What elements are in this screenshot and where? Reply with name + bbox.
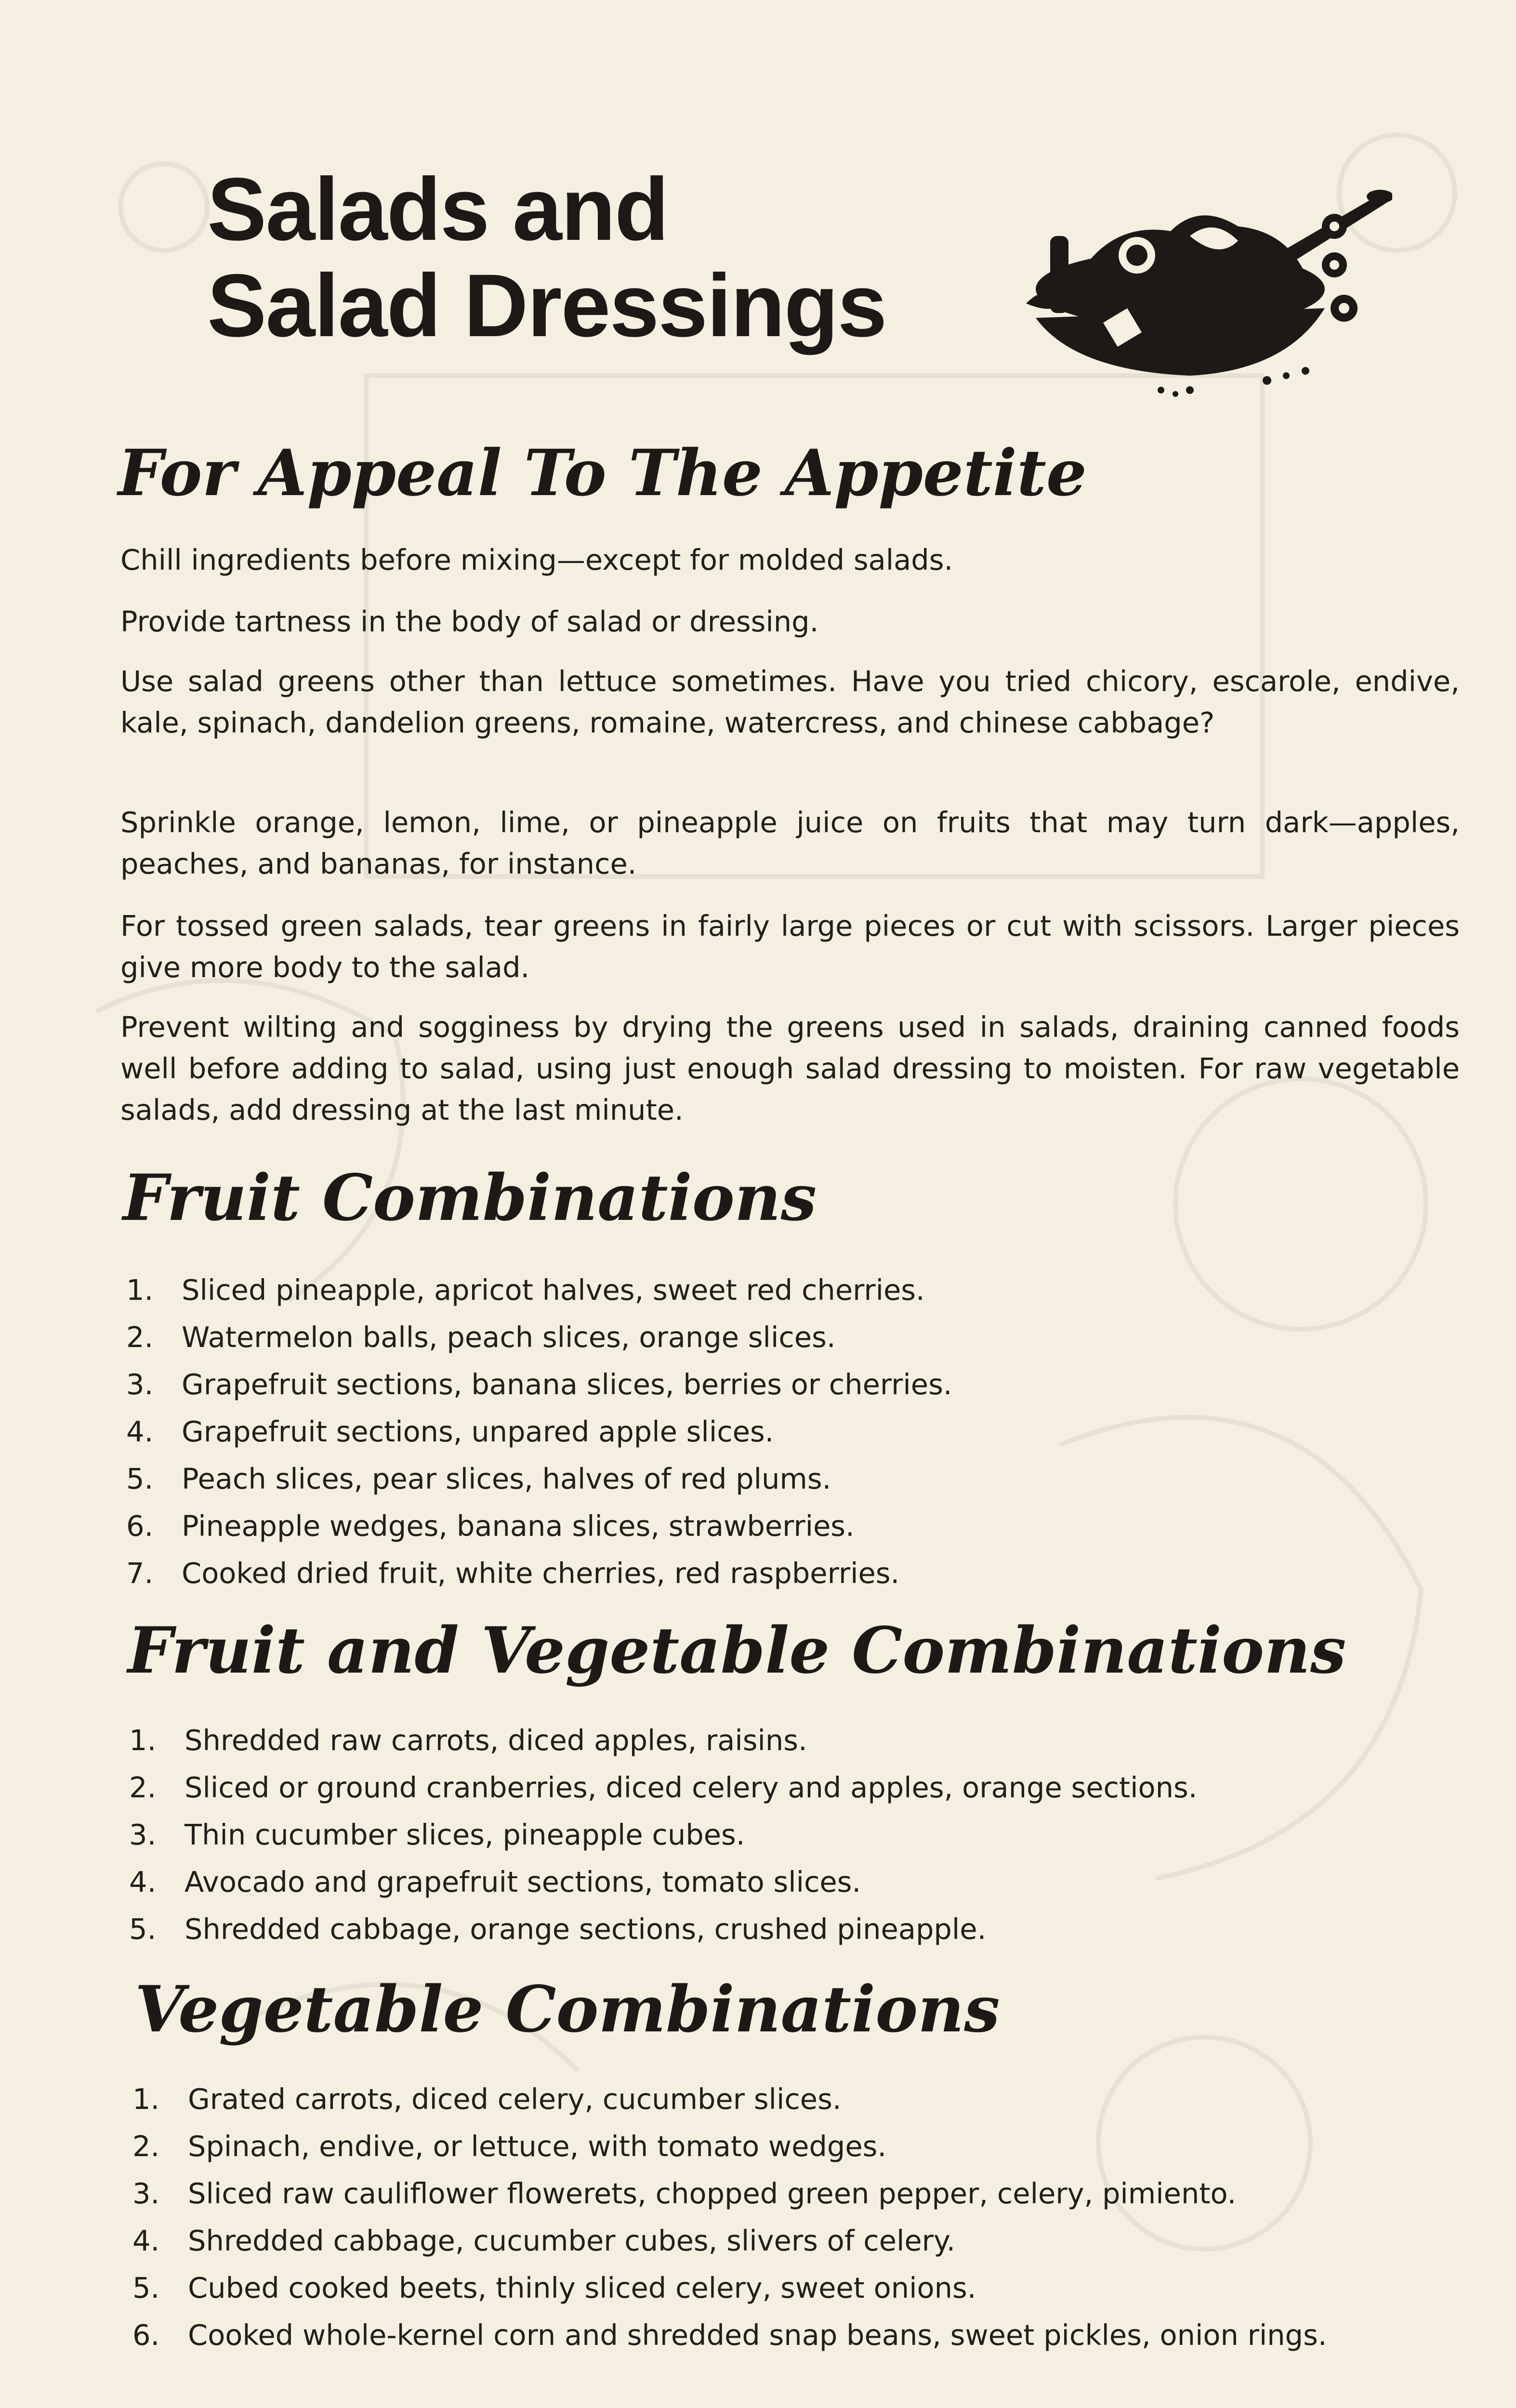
appeal-heading: For Appeal To The Appetite [118,436,1087,510]
list-item: 2. Spinach, endive, or lettuce, with tomato wedges. [132,2130,887,2163]
list-item: 3. Grapefruit sections, banana slices, berries or cherries. [126,1368,952,1401]
appeal-paragraph: Sprinkle orange, lemon, lime, or pineapple juice on fruits that may turn dark—apples, peaches, and bananas, for instance. [120,806,1460,880]
fruit-veg-list [129,1717,1197,1953]
list-item: 1. Grated carrots, diced celery, cucumber slices. [132,2082,842,2116]
veg-list [132,2076,1327,2359]
veg-heading: Vegetable Combinations [135,1972,1000,2047]
list-item: 7. Cooked dried fruit, white cherries, red raspberries. [126,1557,900,1590]
page-title [207,161,1074,354]
list-item: 2. Watermelon balls, peach slices, orange slices. [126,1321,836,1354]
list-item: 1. Sliced pineapple, apricot halves, sweet red cherries. [126,1273,925,1307]
appeal-paragraph: Provide tartness in the body of salad or dressing. [120,605,819,638]
fruit-heading: Fruit Combinations [123,1161,817,1235]
appeal-paragraph: Prevent wilting and sogginess by drying the greens used in salads, draining canned foods well before adding to salad, using just enough salad dressing to moisten. For raw vegetable salads, add dressing at the last minute. [120,1010,1460,1126]
list-item: 6. Cooked whole-kernel corn and shredded snap beans, sweet pickles, onion rings. [132,2318,1327,2352]
list-item: 5. Peach slices, pear slices, halves of red plums. [126,1462,831,1495]
list-item: 5. Shredded cabbage, orange sections, crushed pineapple. [129,1912,987,1946]
title-line-2: Salad Dressings [207,256,886,355]
list-item: 5. Cubed cooked beets, thinly sliced celery, sweet onions. [132,2271,976,2304]
salad-bowl-illustration-icon [1016,164,1392,405]
appeal-paragraph: Chill ingredients before mixing—except for molded salads. [120,543,953,576]
list-item: 6. Pineapple wedges, banana slices, strawberries. [126,1509,855,1543]
fruit-list [126,1267,952,1597]
list-item: 2. Sliced or ground cranberries, diced celery and apples, orange sections. [129,1771,1198,1804]
appeal-paragraph: For tossed green salads, tear greens in fairly large pieces or cut with scissors. Larger pieces give more body to the salad. [120,909,1460,984]
title-line-1: Salads and [207,160,668,259]
list-item: 1. Shredded raw carrots, diced apples, raisins. [129,1724,807,1757]
list-item: 4. Avocado and grapefruit sections, tomato slices. [129,1865,861,1898]
fruit-veg-heading: Fruit and Vegetable Combinations [128,1613,1346,1688]
list-item: 4. Shredded cabbage, cucumber cubes, slivers of celery. [132,2224,956,2257]
appeal-paragraph: Use salad greens other than lettuce sometimes. Have you tried chicory, escarole, endive, kale, spinach, dandelion greens, romaine, watercress, and chinese cabbage? [120,665,1460,739]
list-item: 3. Sliced raw cauliflower flowerets, chopped green pepper, celery, pimiento. [132,2177,1237,2210]
list-item: 4. Grapefruit sections, unpared apple slices. [126,1415,774,1448]
list-item: 3. Thin cucumber slices, pineapple cubes. [129,1818,745,1851]
